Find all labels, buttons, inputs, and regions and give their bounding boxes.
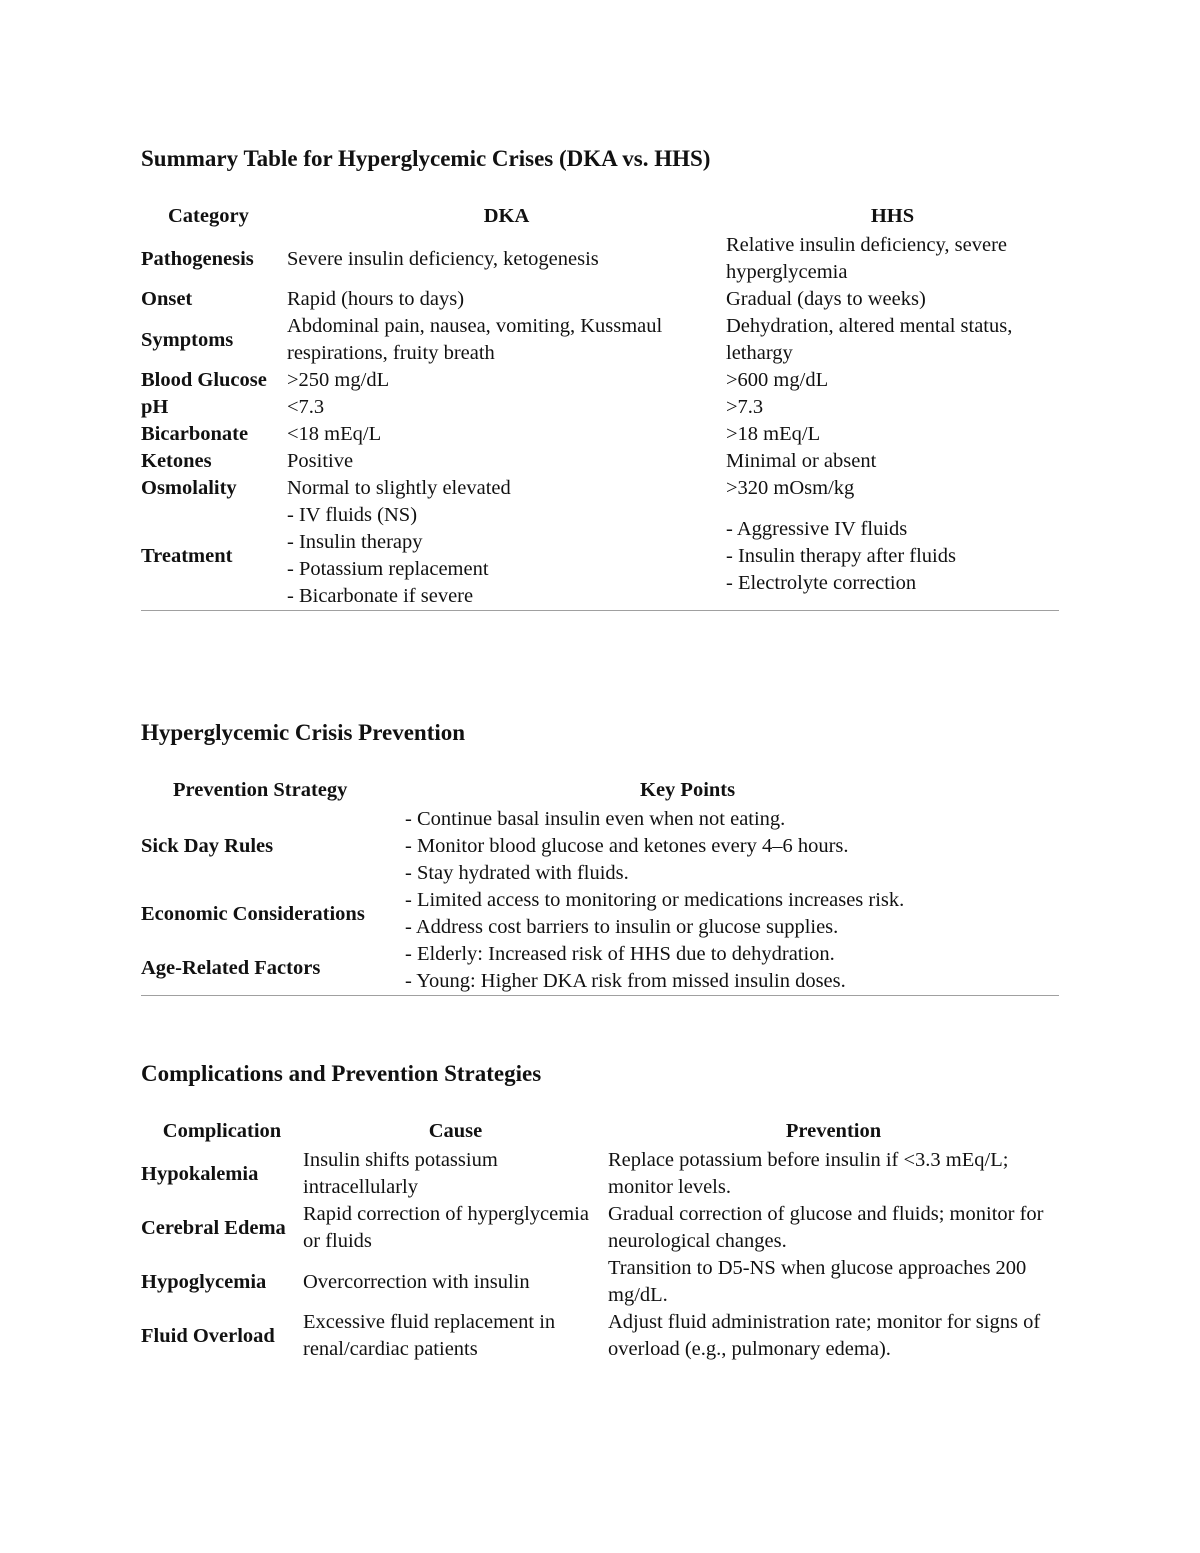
row-label: pH [141,396,169,418]
hhs-cell: >7.3 [726,396,764,418]
column-header: Cause [428,1120,483,1142]
row-label: Blood Glucose [141,369,267,391]
section-title: Complications and Prevention Strategies [141,1061,542,1086]
key-points-cell [405,887,1059,941]
hhs-cell: Relative insulin deficiency, severe hyperglycemia [726,234,1008,283]
table-row [141,286,1059,313]
list-line: - Monitor blood glucose and ketones every 4–6 hours. [405,835,849,857]
table-row [141,448,1059,475]
table-header-row [141,777,1059,806]
row-label: Hypokalemia [141,1162,259,1185]
prevention-table [141,777,1059,996]
table-row [141,313,1059,367]
list-line: - Potassium replacement [287,558,489,580]
hhs-cell: Gradual (days to weeks) [726,288,926,310]
hhs-cell: >18 mEq/L [726,423,821,445]
dka-cell: Rapid (hours to days) [287,288,465,310]
list-line: - Electrolyte correction [726,571,917,594]
summary-section [141,145,1059,611]
prevention-cell: Adjust fluid administration rate; monitor for signs of overload (e.g., pulmonary edema). [608,1311,1041,1360]
list-line: - Insulin therapy after fluids [726,544,956,567]
list-line: - Aggressive IV fluids [726,517,908,540]
row-label: Sick Day Rules [141,835,274,857]
list-line: - Bicarbonate if severe [287,585,474,607]
table-row-treatment [141,502,1059,611]
dka-cell: Positive [287,450,354,472]
list-line: - IV fluids (NS) [287,504,418,526]
row-label: Bicarbonate [141,423,249,445]
row-label: Cerebral Edema [141,1216,286,1239]
row-label: Economic Considerations [141,902,365,925]
hhs-cell: >320 mOsm/kg [726,477,855,499]
table-row [141,232,1059,286]
cause-cell: Excessive fluid replacement in renal/cardiac patients [303,1311,556,1360]
dka-cell: Abdominal pain, nausea, vomiting, Kussmaul respirations, fruity breath [287,315,663,364]
complications-table [141,1118,1059,1363]
prevention-section [141,719,1059,996]
hhs-cell: >600 mg/dL [726,369,829,391]
table-row [141,367,1059,394]
cause-cell: Overcorrection with insulin [303,1270,530,1293]
section-title: Hyperglycemic Crisis Prevention [141,720,466,745]
key-points-cell [405,806,1059,887]
list-line: - Continue basal insulin even when not eating. [405,808,786,830]
list-line: - Young: Higher DKA risk from missed insulin doses. [405,970,846,992]
column-header: Prevention Strategy [173,779,348,801]
prevention-cell: Transition to D5-NS when glucose approaches 200 mg/dL. [608,1257,1027,1306]
column-header: Category [168,205,249,227]
prevention-cell: Replace potassium before insulin if <3.3 mEq/L; monitor levels. [608,1149,1009,1198]
table-row [141,1309,1059,1363]
table-row [141,887,1059,941]
hhs-treatment-cell [726,502,1059,611]
cause-cell: Rapid correction of hyperglycemia or fluids [303,1203,589,1252]
list-line: - Insulin therapy [287,531,423,553]
row-label: Treatment [141,502,287,611]
row-label: Osmolality [141,477,237,499]
hhs-cell: Minimal or absent [726,450,877,472]
table-row [141,475,1059,502]
table-row [141,1201,1059,1255]
row-label: Ketones [141,450,212,472]
table-row [141,421,1059,448]
hhs-cell: Dehydration, altered mental status, lethargy [726,315,1013,364]
table-row [141,941,1059,996]
dka-cell: <7.3 [287,396,325,418]
dka-cell: Normal to slightly elevated [287,477,511,499]
prevention-cell: Gradual correction of glucose and fluids; monitor for neurological changes. [608,1203,1044,1252]
dka-cell: Severe insulin deficiency, ketogenesis [287,247,599,270]
row-label: Fluid Overload [141,1324,275,1347]
table-row [141,806,1059,887]
list-line: - Elderly: Increased risk of HHS due to dehydration. [405,943,835,965]
complications-section [141,1060,1059,1363]
cause-cell: Insulin shifts potassium intracellularly [303,1149,498,1198]
row-label: Onset [141,288,193,310]
dka-hhs-table [141,203,1059,611]
table-row [141,1147,1059,1201]
dka-cell: <18 mEq/L [287,423,382,445]
table-header-row [141,203,1059,232]
section-title: Summary Table for Hyperglycemic Crises (DKA vs. HHS) [141,146,711,171]
row-label: Pathogenesis [141,247,254,270]
row-label: Hypoglycemia [141,1270,267,1293]
table-header-row [141,1118,1059,1147]
row-label: Age-Related Factors [141,941,405,996]
list-line: - Address cost barriers to insulin or glucose supplies. [405,916,839,938]
column-header: DKA [483,205,530,227]
table-row [141,1255,1059,1309]
dka-treatment-cell [287,502,726,611]
column-header: Prevention [785,1120,882,1142]
row-label: Symptoms [141,328,234,351]
list-line: - Stay hydrated with fluids. [405,862,629,884]
column-header: Key Points [640,779,736,801]
key-points-cell [405,941,1059,996]
list-line: - Limited access to monitoring or medications increases risk. [405,889,905,911]
column-header: Complication [162,1120,282,1142]
dka-cell: >250 mg/dL [287,369,390,391]
table-row [141,394,1059,421]
column-header: HHS [870,205,915,227]
